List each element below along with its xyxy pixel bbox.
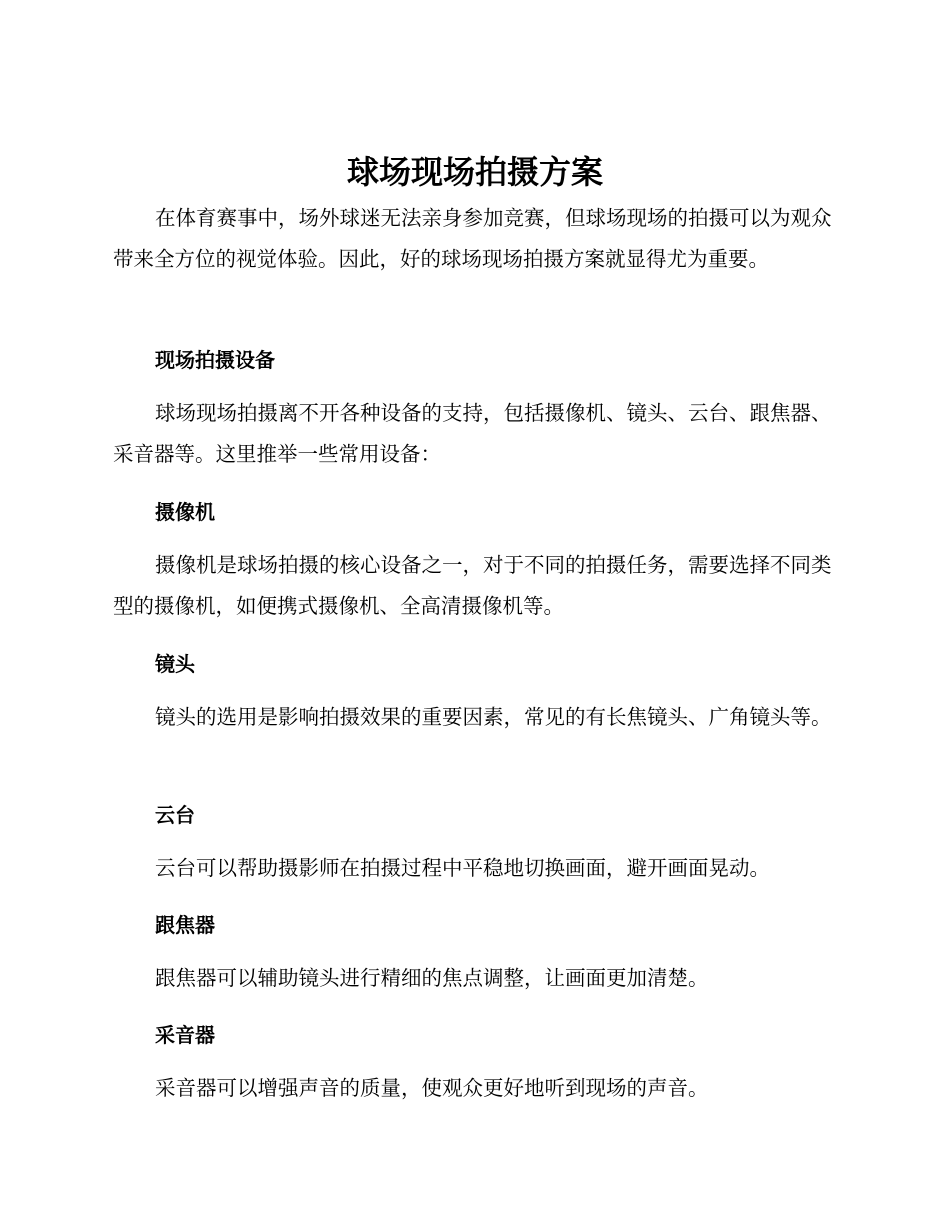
item-paragraph-lens: 镜头的选用是影响拍摄效果的重要因素，常见的有长焦镜头、广角镜头等。 [155,705,832,729]
item-heading-gimbal: 云台 [155,803,195,827]
item-heading-follow-focus: 跟焦器 [155,913,215,937]
item-heading-lens: 镜头 [155,652,195,676]
item-paragraph-microphone: 采音器可以增强声音的质量，使观众更好地听到现场的声音。 [155,1076,709,1100]
section-paragraph-equipment: 球场现场拍摄离不开各种设备的支持，包括摄像机、镜头、云台、跟焦器、采音器等。这里推举一些常用设备： [113,401,832,466]
section-heading-equipment: 现场拍摄设备 [155,348,275,372]
item-paragraph-gimbal: 云台可以帮助摄影师在拍摄过程中平稳地切换画面，避开画面晃动。 [155,856,770,880]
item-paragraph-camera: 摄像机是球场拍摄的核心设备之一，对于不同的拍摄任务，需要选择不同类型的摄像机，如便携式摄像机、全高清摄像机等。 [113,553,832,618]
item-heading-microphone: 采音器 [155,1023,215,1047]
item-heading-camera: 摄像机 [155,500,215,524]
intro-paragraph: 在体育赛事中，场外球迷无法亲身参加竞赛，但球场现场的拍摄可以为观众带来全方位的视觉体验。因此，好的球场现场拍摄方案就显得尤为重要。 [113,206,832,271]
document-title: 球场现场拍摄方案 [346,153,603,191]
item-paragraph-follow-focus: 跟焦器可以辅助镜头进行精细的焦点调整，让画面更加清楚。 [155,966,709,990]
